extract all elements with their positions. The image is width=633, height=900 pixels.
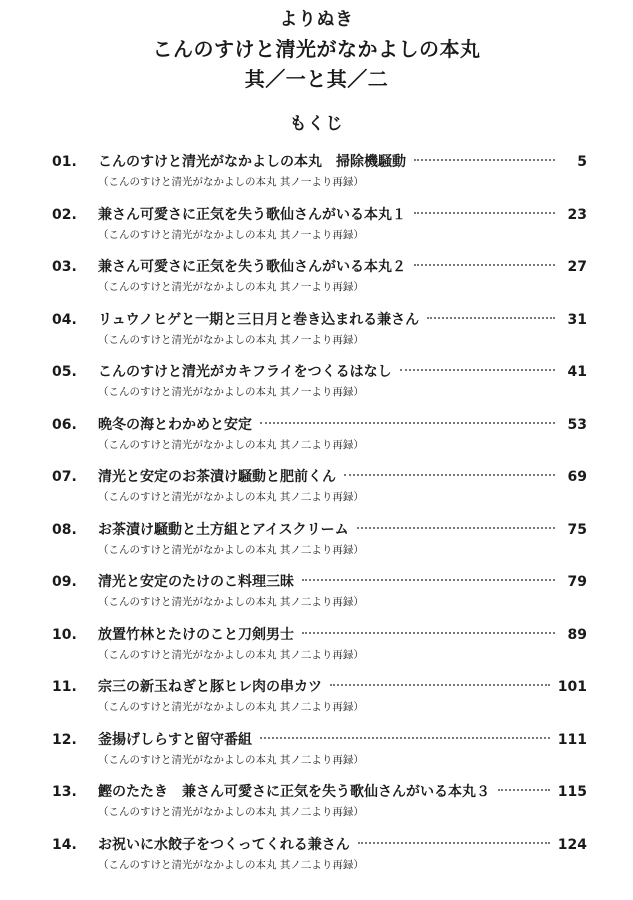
toc-entry-number: 01. xyxy=(52,154,77,170)
toc-entry-title: 放置竹林とたけのこと刀剣男士 xyxy=(98,626,294,643)
toc-entry-note: （こんのすけと清光がなかよしの本丸 其ノ一より再録） xyxy=(98,228,364,241)
toc-entry-note: （こんのすけと清光がなかよしの本丸 其ノ一より再録） xyxy=(98,333,364,346)
toc-heading: もくじ xyxy=(289,114,344,134)
toc-entry[interactable] xyxy=(52,623,587,676)
toc-entry-main xyxy=(52,570,587,594)
toc-entry[interactable] xyxy=(52,413,587,466)
toc-entry-page: 101 xyxy=(557,679,587,695)
toc-entry-page: 115 xyxy=(557,784,587,800)
toc-entry-note: （こんのすけと清光がなかよしの本丸 其ノ二より再録） xyxy=(98,491,364,503)
toc-leader-dots xyxy=(302,632,555,634)
toc-leader-dots xyxy=(260,422,555,424)
toc-leader-dots xyxy=(358,842,550,844)
toc-entry-page: 31 xyxy=(567,311,587,328)
toc-entry-main xyxy=(52,413,587,437)
toc-leader-dots xyxy=(498,789,550,791)
title-line-1: よりぬき xyxy=(279,9,354,30)
toc-entry[interactable] xyxy=(52,360,587,413)
toc-entry-number: 02. xyxy=(52,206,77,223)
toc-entry-number: 04. xyxy=(52,311,77,328)
toc-entry-title: こんのすけと清光がなかよしの本丸 掃除機騒動 xyxy=(98,154,406,170)
toc-entry-note: （こんのすけと清光がなかよしの本丸 其ノ二より再録） xyxy=(98,438,364,451)
toc-leader-dots xyxy=(414,264,555,266)
toc-entry-main xyxy=(52,675,587,699)
toc-entry-page: 89 xyxy=(567,626,587,643)
toc-entry-main xyxy=(52,623,587,647)
toc-leader-dots xyxy=(260,737,550,739)
toc-entry[interactable] xyxy=(52,255,587,308)
toc-entry-title: 清光と安定のお茶漬け騒動と肥前くん xyxy=(98,469,336,485)
toc-entry-page: 79 xyxy=(567,574,587,590)
toc-entry-title: お茶漬け騒動と土方組とアイスクリーム xyxy=(98,521,349,538)
toc-entry-note: （こんのすけと清光がなかよしの本丸 其ノ二より再録） xyxy=(98,596,364,608)
toc-entry-number: 03. xyxy=(52,259,77,275)
toc-entry-page: 111 xyxy=(557,731,587,748)
toc-entry-main xyxy=(52,255,587,279)
toc-entry-main xyxy=(52,465,587,489)
toc-leader-dots xyxy=(330,684,550,686)
toc-entry-main xyxy=(52,728,587,752)
toc-leader-dots xyxy=(357,527,555,529)
toc-entry-page: 124 xyxy=(557,836,587,853)
toc-entry-note: （こんのすけと清光がなかよしの本丸 其ノ一より再録） xyxy=(98,281,364,293)
toc-entry-number: 14. xyxy=(52,836,77,853)
toc-entry-number: 07. xyxy=(52,469,77,485)
toc-entry-number: 08. xyxy=(52,521,77,538)
toc-entry-note: （こんのすけと清光がなかよしの本丸 其ノ一より再録） xyxy=(98,176,364,188)
toc-entry-title: こんのすけと清光がカキフライをつくるはなし xyxy=(98,364,392,380)
toc-entry-page: 41 xyxy=(567,364,587,380)
toc-entry-note: （こんのすけと清光がなかよしの本丸 其ノ一より再録） xyxy=(98,386,364,398)
toc-entry-main xyxy=(52,308,587,332)
toc-entry-title: 兼さん可愛さに正気を失う歌仙さんがいる本丸１ xyxy=(98,206,406,223)
toc-entry[interactable] xyxy=(52,833,587,886)
toc-entry-main xyxy=(52,360,587,384)
book-title xyxy=(0,6,633,94)
toc-entry-main xyxy=(52,150,587,174)
toc-entry-title: 鰹のたたき 兼さん可愛さに正気を失う歌仙さんがいる本丸３ xyxy=(98,784,490,800)
toc-entry-page: 75 xyxy=(567,521,587,538)
toc-entry-title: 晩冬の海とわかめと安定 xyxy=(98,416,252,433)
toc-entry-page: 23 xyxy=(567,206,587,223)
toc-list xyxy=(52,150,587,885)
toc-entry-number: 05. xyxy=(52,364,77,380)
toc-entry-title: お祝いに水餃子をつくってくれる兼さん xyxy=(98,836,350,853)
toc-entry-note: （こんのすけと清光がなかよしの本丸 其ノ二より再録） xyxy=(98,753,364,766)
toc-entry[interactable] xyxy=(52,465,587,518)
toc-leader-dots xyxy=(400,369,555,371)
toc-entry-number: 09. xyxy=(52,574,77,590)
toc-entry-number: 10. xyxy=(52,626,77,643)
toc-entry[interactable] xyxy=(52,203,587,256)
toc-leader-dots xyxy=(414,159,555,161)
toc-entry-main xyxy=(52,780,587,804)
toc-entry-page: 27 xyxy=(567,259,587,275)
toc-entry-note: （こんのすけと清光がなかよしの本丸 其ノ二より再録） xyxy=(98,701,364,713)
toc-leader-dots xyxy=(414,212,555,214)
toc-entry-note: （こんのすけと清光がなかよしの本丸 其ノ二より再録） xyxy=(98,858,364,871)
toc-entry-number: 11. xyxy=(52,679,77,695)
toc-entry-note: （こんのすけと清光がなかよしの本丸 其ノ二より再録） xyxy=(98,648,364,661)
toc-entry[interactable] xyxy=(52,308,587,361)
title-line-3: 其／一と其／二 xyxy=(244,67,389,91)
toc-entry[interactable] xyxy=(52,675,587,728)
toc-leader-dots xyxy=(302,579,555,581)
toc-entry-number: 06. xyxy=(52,416,77,433)
toc-entry-note: （こんのすけと清光がなかよしの本丸 其ノ二より再録） xyxy=(98,543,364,556)
toc-entry-title: 清光と安定のたけのこ料理三昧 xyxy=(98,574,294,590)
title-line-2: こんのすけと清光がなかよしの本丸 xyxy=(152,37,481,61)
toc-entry-page: 5 xyxy=(577,154,587,170)
toc-entry-title: 宗三の新玉ねぎと豚ヒレ肉の串カツ xyxy=(98,679,322,695)
toc-entry-main xyxy=(52,203,587,227)
toc-entry-note: （こんのすけと清光がなかよしの本丸 其ノ二より再録） xyxy=(98,806,364,818)
toc-entry[interactable] xyxy=(52,780,587,833)
toc-entry-page: 53 xyxy=(567,416,587,433)
toc-entry[interactable] xyxy=(52,150,587,203)
toc-entry-title: 釜揚げしらすと留守番組 xyxy=(98,731,252,748)
toc-entry[interactable] xyxy=(52,570,587,623)
toc-leader-dots xyxy=(344,474,555,476)
toc-entry-page: 69 xyxy=(567,469,587,485)
toc-entry-main xyxy=(52,833,587,857)
toc-entry[interactable] xyxy=(52,728,587,781)
toc-entry[interactable] xyxy=(52,518,587,571)
toc-entry-number: 12. xyxy=(52,731,77,748)
toc-entry-main xyxy=(52,518,587,542)
toc-leader-dots xyxy=(427,317,555,319)
toc-entry-title: 兼さん可愛さに正気を失う歌仙さんがいる本丸２ xyxy=(98,259,406,275)
toc-entry-number: 13. xyxy=(52,784,77,800)
toc-entry-title: リュウノヒゲと一期と三日月と巻き込まれる兼さん xyxy=(98,311,420,328)
